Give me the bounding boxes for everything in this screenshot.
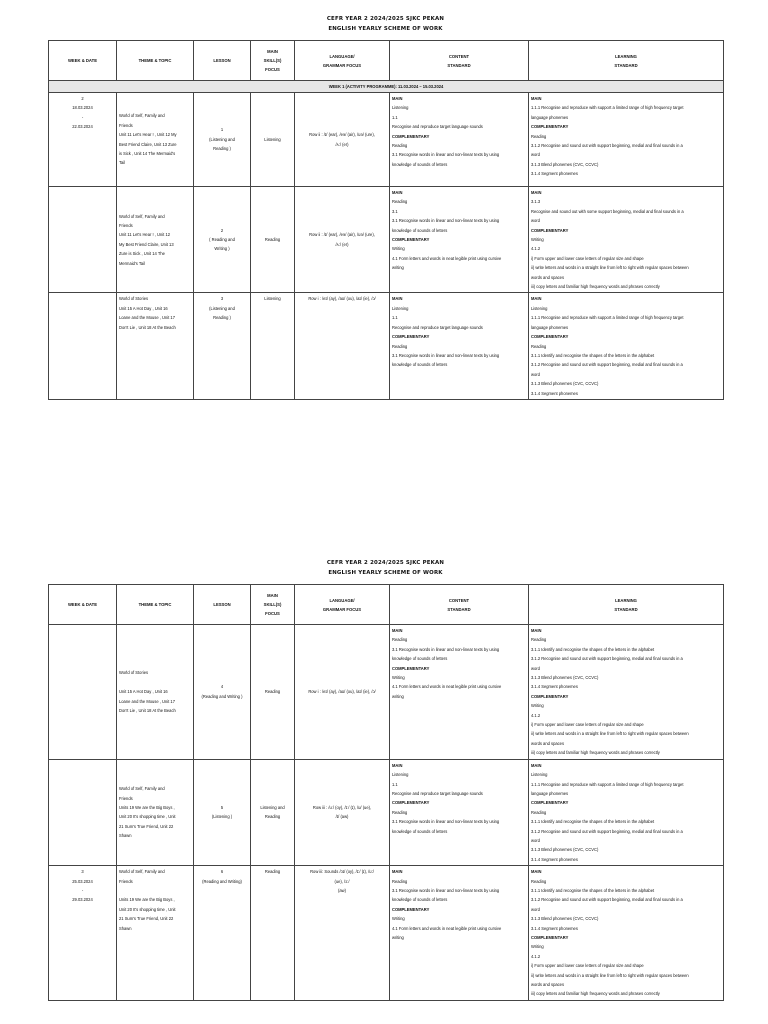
cell-line: 3.1.2 Recognise and sound out with support beginning, medial and final sounds in a	[531, 828, 683, 834]
header-lesson: LESSON	[194, 585, 251, 625]
cell-line: 3.1.1 Identify and recognise the shapes of the letters in the alphabet	[531, 819, 655, 825]
cell-lesson	[194, 625, 251, 760]
cell-heading: MAIN	[392, 628, 403, 633]
cell-line: Listening	[531, 305, 548, 311]
cell-theme	[117, 93, 194, 187]
cell-line: 2	[81, 96, 84, 101]
cell-line: knowledge of sounds of letters	[392, 161, 448, 167]
cell-line: word	[531, 218, 540, 224]
cell-line: Row iii: Sounds /ɔɪ/ (oy), /ɪ:/ (ɪ), /ʊ:/	[310, 869, 374, 875]
cell-line	[119, 678, 191, 687]
cell-lesson	[194, 866, 251, 1001]
cell-line: 3.1.1 Identify and recognise the shapes of the letters in the alphabet	[531, 646, 655, 652]
cell-skill: Reading	[251, 625, 295, 760]
header-skill-line: SKILL(S)	[263, 602, 282, 607]
cell-heading: COMPLEMENTARY	[392, 133, 430, 139]
cell-line: /ʌ:/ (er)	[335, 141, 349, 147]
table-row	[49, 759, 724, 865]
header-skill-line: SKILL(S)	[263, 58, 282, 63]
cell-line: Writing	[392, 675, 405, 681]
cell-heading: COMPLEMENTARY	[531, 693, 569, 699]
cell-line: Don't Lie , Unit 18 At the Beach	[119, 324, 176, 330]
cell-line: 4	[220, 684, 224, 690]
cell-line: Best Friend Claire, Unit 13 Zure	[119, 141, 177, 147]
cell-line: Row iii : /uː/ (oy), /ɪː/ (ɪ), /ʊ/ (ue),	[312, 805, 372, 811]
cell-line: Loane and the Mouse , Unit 17	[119, 698, 175, 704]
cell-heading: COMPLEMENTARY	[531, 800, 569, 806]
cell-language	[295, 759, 390, 865]
cell-language	[295, 93, 390, 187]
cell-line: (Listening )	[211, 814, 233, 820]
cell-line: Friends	[119, 222, 133, 228]
table-row	[49, 293, 724, 399]
cell-line: 3.1 Recognise words in linear and non-linear texts by using	[392, 646, 500, 652]
cell-line: Tail	[119, 160, 126, 166]
cell-heading: MAIN	[531, 96, 542, 101]
cell-line: 3	[81, 869, 84, 875]
cell-language	[295, 187, 390, 293]
cell-line: 3.1	[392, 208, 398, 214]
cell-heading: MAIN	[392, 96, 403, 101]
cell-line: i) Form upper and lower case letters of regular size and shape	[531, 963, 644, 969]
header-content	[390, 585, 529, 625]
cell-line: knowledge of sounds of letters	[392, 362, 448, 368]
cell-line: 3.1 Recognise words in linear and non-linear texts by using	[392, 218, 500, 224]
cell-line: Unit 15 A Hot Day , Unit 16	[119, 305, 168, 311]
cell-line: knowledge of sounds of letters	[392, 897, 448, 903]
cell-line: i) Form upper and lower case letters of regular size and shape	[531, 722, 644, 728]
cell-line: Units 19 We are the Big Boys ,	[119, 897, 175, 903]
cell-line: World of Self, Family and	[119, 213, 165, 219]
cell-line: Listening	[392, 105, 409, 111]
cell-line: Unit 15 A Hot Day , Unit 16	[119, 689, 168, 695]
cell-line: knowledge of sounds of letters	[392, 227, 448, 233]
cell-line: 22.03.2024	[72, 124, 93, 130]
cell-line: Reading	[392, 878, 408, 884]
cell-heading: COMPLEMENTARY	[392, 906, 430, 912]
cell-heading: COMPLEMENTARY	[392, 334, 430, 340]
cell-line: ii) write letters and words in a straight line from left to right with regular spaces between	[531, 972, 689, 978]
cell-line: 3.1.2 Recognise and sound out with support beginning, medial and final sounds in a	[531, 897, 683, 903]
header-learning-line: LEARNING	[615, 53, 637, 59]
cell-line: 3.1.1 Identify and recognise the shapes of the letters in the alphabet	[531, 352, 655, 358]
cell-week	[49, 625, 117, 760]
cell-language	[295, 293, 390, 399]
header-skill-line: FOCUS	[265, 611, 280, 616]
cell-line: 3.1.4 Segment phonemes	[531, 390, 578, 396]
cell-line: 4.1 Form letters and words in neat legible print using cursive	[392, 684, 502, 690]
cell-line: (Reading and Writing )	[201, 693, 243, 699]
cell-line: word	[531, 371, 540, 377]
cell-line: 3.1.4 Segment phonemes	[531, 171, 578, 177]
cell-line: Row i : /eɪ/ (ay), /aʊ/ (ou), /aɪ/ (ie), /ɔ/	[308, 296, 376, 302]
cell-line: 5	[220, 805, 224, 811]
cell-line: Mermaid's Tail	[119, 260, 145, 266]
cell-line: 3.1.3 Blend phonemes (CVC, CCVC)	[531, 675, 599, 681]
header-learning-line: LEARNING	[615, 597, 637, 603]
cell-line: ii) write letters and words in a straight line from left to right with regular spaces between	[531, 731, 689, 737]
cell-line: Reading	[531, 878, 547, 884]
header-learning	[529, 41, 724, 81]
cell-line: iii) copy letters and familiar high frequency words and phrases correctly	[531, 284, 660, 290]
cell-line: 3.1.3 Blend phonemes (CVC, CCVC)	[531, 381, 599, 387]
cell-line: writing	[392, 693, 404, 699]
cell-line: (ue), /ɔ:/	[334, 878, 350, 884]
cell-week	[49, 293, 117, 399]
cell-heading: MAIN	[392, 869, 403, 875]
cell-line: World of Self, Family and	[119, 869, 165, 875]
cell-line: iii) copy letters and familiar high frequency words and phrases correctly	[531, 750, 660, 756]
cell-language	[295, 866, 390, 1001]
header-theme: THEME & TOPIC	[117, 585, 194, 625]
header-language-line: LANGUAGE/	[329, 597, 355, 603]
cell-learning	[529, 866, 724, 1001]
cell-line: /ʌ:/ (er)	[335, 241, 349, 247]
cell-line: Reading )	[213, 315, 231, 321]
cell-line: Reading	[531, 133, 547, 139]
header-language-line: GRAMMAR FOCUS	[322, 62, 362, 68]
cell-week	[49, 759, 117, 865]
cell-line: Reading	[392, 809, 408, 815]
cell-language	[295, 625, 390, 760]
cell-line: 1.1.1 Recognise and reproduce with support a limited range of high frequency target	[531, 105, 684, 111]
header-skill	[251, 585, 295, 625]
cell-line: 4.1 Form letters and words in neat legible print using cursive	[392, 925, 502, 931]
cell-line: (Reading and Writing)	[202, 878, 242, 884]
cell-line: Friends	[119, 795, 133, 801]
cell-line: -	[81, 114, 84, 120]
cell-line: -	[81, 887, 84, 893]
cell-line: Writing	[392, 246, 405, 252]
cell-line: 3.1.3 Blend phonemes (CVC, CCVC)	[531, 161, 599, 167]
cell-line: 3.1 Recognise words in linear and non-linear texts by using	[392, 352, 500, 358]
header-skill-line: MAIN	[267, 593, 278, 598]
cell-theme	[117, 759, 194, 865]
page-subtitle: ENGLISH YEARLY SCHEME OF WORK	[328, 26, 443, 32]
cell-line: writing	[392, 935, 404, 940]
header-content	[390, 41, 529, 81]
cell-learning	[529, 625, 724, 760]
cell-line: 1.1	[392, 315, 398, 321]
cell-line: 3.1 Recognise words in linear and non-linear texts by using	[392, 819, 500, 825]
cell-heading: MAIN	[531, 762, 542, 768]
cell-line: 3.1.3 Blend phonemes (CVC, CCVC)	[531, 916, 599, 922]
cell-line: knowledge of sounds of letters	[392, 656, 448, 662]
cell-line: Loane and the Mouse , Unit 17	[119, 315, 175, 321]
cell-line: World of Stories	[119, 670, 149, 676]
cell-line: Listening	[392, 772, 409, 778]
cell-line: 21 Sum's True Friend, Unit 22	[119, 916, 174, 922]
cell-line: 18.03.2024	[72, 105, 93, 111]
cell-line: Unit 11 Let's Hear ! , Unit 12	[119, 232, 170, 238]
header-language	[295, 41, 390, 81]
cell-line: 1.1	[392, 114, 398, 120]
cell-line: Unit 20 It's shopping time , Unit	[119, 906, 176, 912]
cell-line: word	[531, 665, 540, 671]
cell-lesson	[194, 293, 251, 399]
cell-line: language phonemes	[531, 790, 569, 796]
cell-line: 1.1.1 Recognise and reproduce with support a limited range of high frequency target	[531, 781, 684, 787]
cell-line: 1.1	[392, 781, 398, 787]
cell-week	[49, 866, 117, 1001]
header-skill-line: FOCUS	[265, 67, 280, 72]
cell-content	[390, 759, 529, 865]
cell-line: 21 Sum's True Friend, Unit 22	[119, 823, 174, 829]
cell-heading: COMPLEMENTARY	[531, 334, 569, 340]
cell-line: 2	[220, 227, 224, 233]
cell-line: World of Self, Family and	[119, 113, 165, 119]
cell-line: 3.1 Recognise words in linear and non-linear texts by using	[392, 887, 500, 893]
cell-line: (Listening and	[209, 136, 235, 142]
cell-line: Listening	[392, 305, 409, 311]
cell-learning	[529, 187, 724, 293]
header-content-line: CONTENT	[448, 597, 470, 603]
cell-learning	[529, 93, 724, 187]
cell-content	[390, 187, 529, 293]
cell-week	[49, 187, 117, 293]
cell-content	[390, 625, 529, 760]
cell-line: 3.1.4 Segment phonemes	[531, 684, 578, 690]
table-header-row	[49, 585, 724, 625]
header-language	[295, 585, 390, 625]
cell-line: words and spaces	[531, 274, 564, 280]
cell-lesson	[194, 93, 251, 187]
cell-heading: COMPLEMENTARY	[392, 665, 430, 671]
week-banner: WEEK 1 (ACTIVITY PROGRAMME): 11.03.2024 – 15.03.2024	[49, 81, 724, 93]
cell-line: Writing	[531, 703, 544, 709]
header-content-line: STANDARD	[447, 606, 471, 612]
cell-line: Row i : /eɪ/ (ay), /aʊ/ (ou), /aɪ/ (ie), /ɔ/	[308, 689, 376, 695]
cell-heading: MAIN	[531, 296, 542, 302]
cell-learning	[529, 759, 724, 865]
cell-line: 4.1.2	[531, 712, 541, 718]
header-week: WEEK & DATE	[49, 585, 117, 625]
cell-line: 3.1.2 Recognise and sound out with support beginning, medial and final sounds in a	[531, 143, 683, 149]
cell-line: Writing	[531, 944, 544, 950]
cell-content	[390, 866, 529, 1001]
header-skill	[251, 41, 295, 81]
cell-heading: COMPLEMENTARY	[531, 935, 569, 940]
cell-line: Recognise and reproduce target language sounds	[392, 790, 483, 796]
table-row	[49, 625, 724, 760]
cell-line: knowledge of sounds of letters	[392, 828, 448, 834]
cell-heading: COMPLEMENTARY	[531, 124, 569, 130]
cell-line: 3.1.4 Segment phonemes	[531, 856, 578, 862]
week-banner-row	[49, 81, 724, 93]
cell-line: Reading	[531, 637, 547, 643]
cell-line: Shawn	[119, 833, 132, 839]
header-week: WEEK & DATE	[49, 41, 117, 81]
cell-line: World of Stories	[119, 296, 149, 302]
cell-line: Unit 11 Let's Hear ! , Unit 12 My	[119, 132, 177, 138]
cell-line: 25.03.2024	[72, 878, 93, 884]
document-page-1	[48, 14, 723, 400]
cell-line: Reading	[392, 143, 408, 149]
cell-line: Units 19 We are the Big Boys ,	[119, 805, 175, 811]
cell-line: 4.1 Form letters and words in neat legible print using cursive	[392, 255, 502, 261]
header-learning	[529, 585, 724, 625]
cell-line: words and spaces	[531, 740, 564, 746]
cell-line: Reading	[392, 637, 408, 643]
table-row	[49, 866, 724, 1001]
cell-week	[49, 93, 117, 187]
cell-line: /ɪ/ (aw)	[335, 814, 349, 820]
cell-line: Zure is Sick , Unit 14 The	[119, 251, 165, 257]
scheme-table	[48, 40, 724, 400]
cell-heading: MAIN	[392, 762, 403, 768]
cell-line: Recognise and sound out with some support beginning, medial and final sounds in a	[531, 208, 684, 214]
cell-line: Reading )	[213, 146, 231, 152]
cell-line: Row ii : /ɪ/ (ear), /eə/ (air), /ʊə/ (ure),	[309, 132, 375, 138]
cell-heading: COMPLEMENTARY	[531, 227, 569, 233]
cell-learning	[529, 293, 724, 399]
table-row	[49, 187, 724, 293]
cell-line: word	[531, 152, 540, 158]
cell-content	[390, 93, 529, 187]
cell-skill: Listening	[251, 293, 295, 399]
cell-line: Friends	[119, 122, 133, 128]
cell-line: 3.1.4 Segment phonemes	[531, 925, 578, 931]
cell-lesson	[194, 759, 251, 865]
header-learning-line: STANDARD	[614, 606, 638, 612]
cell-line: 3.1.1 Identify and recognise the shapes of the letters in the alphabet	[531, 887, 655, 893]
cell-line: language phonemes	[531, 114, 569, 120]
cell-line: 3.1.3	[531, 199, 541, 205]
cell-heading: MAIN	[392, 296, 403, 302]
cell-line: 3.1 Recognise words in linear and non-linear texts by using	[392, 152, 500, 158]
header-theme: THEME & TOPIC	[117, 41, 194, 81]
cell-heading: COMPLEMENTARY	[392, 237, 430, 243]
scheme-table	[48, 584, 724, 1001]
cell-skill: Listening and Reading	[251, 759, 295, 865]
cell-line: 1	[220, 127, 224, 133]
cell-line: Friends	[119, 878, 133, 884]
cell-line: ii) write letters and words in a straight line from left to right with regular spaces between	[531, 265, 689, 271]
page-subtitle: ENGLISH YEARLY SCHEME OF WORK	[328, 570, 443, 576]
cell-line: words and spaces	[531, 982, 564, 988]
cell-theme	[117, 187, 194, 293]
cell-line: 29.03.2024	[72, 897, 93, 903]
header-content-line: CONTENT	[448, 53, 470, 59]
header-language-line: GRAMMAR FOCUS	[322, 606, 362, 612]
cell-line: (Listening and	[209, 305, 235, 311]
header-lesson: LESSON	[194, 41, 251, 81]
cell-line: Reading	[531, 809, 547, 815]
cell-line: word	[531, 837, 540, 843]
cell-line: 1.1.1 Recognise and reproduce with support a limited range of high frequency target	[531, 315, 684, 321]
header-learning-line: STANDARD	[614, 62, 638, 68]
cell-line: 3.1.2 Recognise and sound out with support beginning, medial and final sounds in a	[531, 656, 683, 662]
header-content-line: STANDARD	[447, 62, 471, 68]
page-title: CEFR YEAR 2 2024/2025 SJKC PEKAN	[326, 560, 445, 566]
header-skill-line: MAIN	[267, 49, 278, 54]
cell-line: i) Form upper and lower case letters of regular size and shape	[531, 255, 644, 261]
cell-heading: MAIN	[531, 869, 542, 875]
cell-line: 4.1.2	[531, 246, 541, 252]
cell-line: Don't Lie , Unit 18 At the Beach	[119, 707, 176, 713]
cell-theme	[117, 866, 194, 1001]
cell-line: word	[531, 906, 540, 912]
cell-line: Writing	[531, 237, 544, 243]
cell-line: My Best Friend Claire, Unit 13	[119, 241, 174, 247]
cell-line: Writing	[392, 916, 405, 922]
cell-line: ( Reading and	[209, 237, 235, 243]
table-header-row	[49, 41, 724, 81]
cell-heading: MAIN	[531, 628, 542, 633]
page-title: CEFR YEAR 2 2024/2025 SJKC PEKAN	[326, 16, 445, 22]
cell-line	[119, 886, 191, 895]
cell-line: World of Self, Family and	[119, 786, 165, 792]
table-row	[49, 93, 724, 187]
cell-heading: MAIN	[392, 190, 403, 195]
cell-content	[390, 293, 529, 399]
cell-line: Reading	[531, 343, 547, 349]
cell-line: is Sick , Unit 14 The Mermaid's	[119, 150, 176, 156]
cell-line: (aw)	[338, 887, 346, 893]
cell-line: Writing )	[214, 246, 230, 252]
cell-line: language phonemes	[531, 324, 569, 330]
cell-line: iii) copy letters and familiar high frequency words and phrases correctly	[531, 991, 660, 997]
cell-line: 3	[220, 296, 224, 302]
cell-line: 4.1.2	[531, 953, 541, 959]
cell-skill: Reading	[251, 866, 295, 1001]
cell-skill: Reading	[251, 187, 295, 293]
cell-line: 6	[220, 869, 224, 875]
cell-line: Unit 20 It's shopping time , Unit	[119, 814, 176, 820]
cell-heading: MAIN	[531, 190, 542, 195]
cell-line: 3.1.2 Recognise and sound out with support beginning, medial and final sounds in a	[531, 362, 683, 368]
document-page-2	[48, 558, 723, 1001]
cell-line: Shawn	[119, 925, 132, 931]
cell-line: Row ii : /ɪ/ (ear), /eə/ (air), /ʊə/ (ure),	[309, 232, 375, 238]
cell-skill: Listening	[251, 93, 295, 187]
cell-line: 3.1.3 Blend phonemes (CVC, CCVC)	[531, 847, 599, 853]
cell-line: Listening	[531, 772, 548, 778]
header-language-line: LANGUAGE/	[329, 53, 355, 59]
cell-line: Reading	[392, 343, 408, 349]
cell-line: Reading	[392, 199, 408, 205]
cell-line: Recognise and reproduce target language sounds	[392, 124, 483, 130]
cell-theme	[117, 293, 194, 399]
cell-lesson	[194, 187, 251, 293]
cell-line: Recognise and reproduce target language sounds	[392, 324, 483, 330]
cell-theme	[117, 625, 194, 760]
cell-heading: COMPLEMENTARY	[392, 800, 430, 806]
cell-line: writing	[392, 265, 404, 271]
